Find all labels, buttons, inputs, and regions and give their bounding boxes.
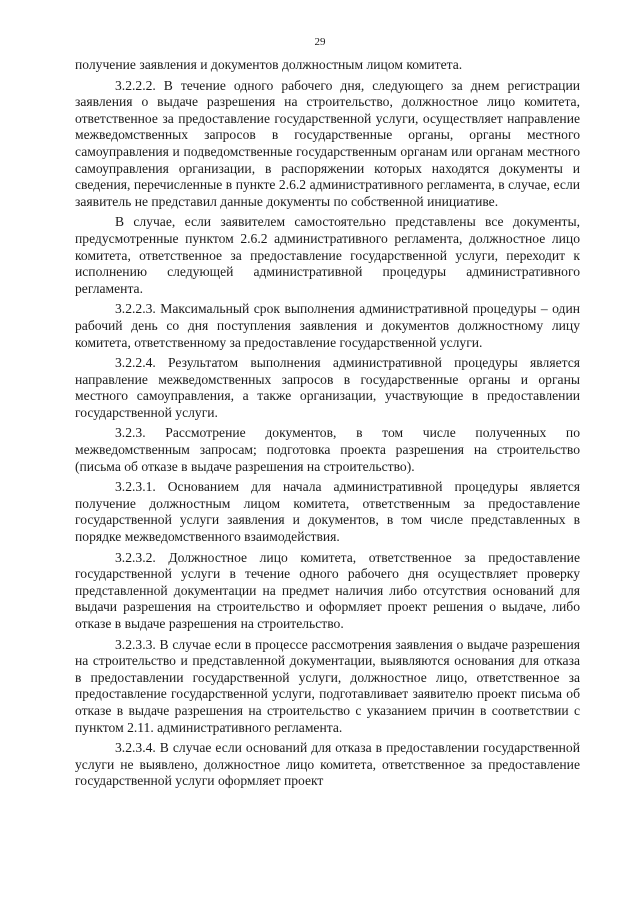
page-number: 29	[314, 36, 326, 48]
paragraph-3-2-3-1: 3.2.3.1. Основанием для начала административной процедуры является получение должностным лицом комитета, ответственным за предоставление государственной услуги заявления и документов, в том числе представленных в порядке межведомственного взаимодействия.	[75, 479, 580, 545]
paragraph-self-submitted: В случае, если заявителем самостоятельно представлены все документы, предусмотренные пунктом 2.6.2 административного регламента, должностное лицо комитета, ответственное за предоставление государственной услуги, переходит к исполнению следующей административной процедуры административного регламента.	[75, 214, 580, 296]
paragraph-3-2-2-3: 3.2.2.3. Максимальный срок выполнения административной процедуры – один рабочий день со дня поступления заявления и документов должностному лицу комитета, ответственному за предоставление государственной услуги.	[75, 301, 580, 350]
paragraph-continuation: получение заявления и документов должностным лицом комитета.	[75, 57, 463, 72]
paragraph-3-2-2-4: 3.2.2.4. Результатом выполнения административной процедуры является направление межведомственных запросов в государственные органы и органы местного самоуправления, а также организации, участвующие в предоставлении государственной услуги.	[75, 355, 580, 420]
paragraph-3-2-3-2: 3.2.3.2. Должностное лицо комитета, ответственное за предоставление государственной услуги в течение одного рабочего дня осуществляет проверку представленной документации на предмет наличия либо отсутствия оснований для выдачи разрешения на строительство и оформляет проект решения о выдаче, либо отказе в выдаче разрешения на строительство.	[75, 549, 580, 631]
paragraph-3-2-3: 3.2.3. Рассмотрение документов, в том числе полученных по межведомственным запросам; подготовка проекта разрешения на строительство (письма об отказе в выдаче разрешения на строительство).	[75, 425, 580, 474]
document-body	[75, 57, 580, 794]
paragraph-3-2-3-3: 3.2.3.3. В случае если в процессе рассмотрения заявления о выдаче разрешения на строительство и представленной документации, выявляются основания для отказа в предоставлении государственной услуги, должностное лицо, ответственное за предоставление государственной услуги, подготавливает заявителю проект письма об отказе в выдаче разрешения на строительство с указанием причин в соответствии с пунктом 2.11. административного регламента.	[75, 636, 580, 735]
paragraph-3-2-2-2: 3.2.2.2. В течение одного рабочего дня, следующего за днем регистрации заявления о выдаче разрешения на строительство, должностное лицо комитета, ответственное за предоставление государственной услуги, осуществляет направление межведомственных запросов в государственные органы, органы местного самоуправления и подведомственные государственным органам или органам местного самоуправления организации, в распоряжении которых находятся документы и сведения, перечисленные в пункте 2.6.2 административного регламента, в случае, если заявитель не представил данные документы по собственной инициативе.	[75, 77, 580, 209]
paragraph-3-2-3-4: 3.2.3.4. В случае если оснований для отказа в предоставлении государственной услуги не выявлено, должностное лицо комитета, ответственное за предоставление государственной услуги оформляет проект	[75, 740, 580, 789]
